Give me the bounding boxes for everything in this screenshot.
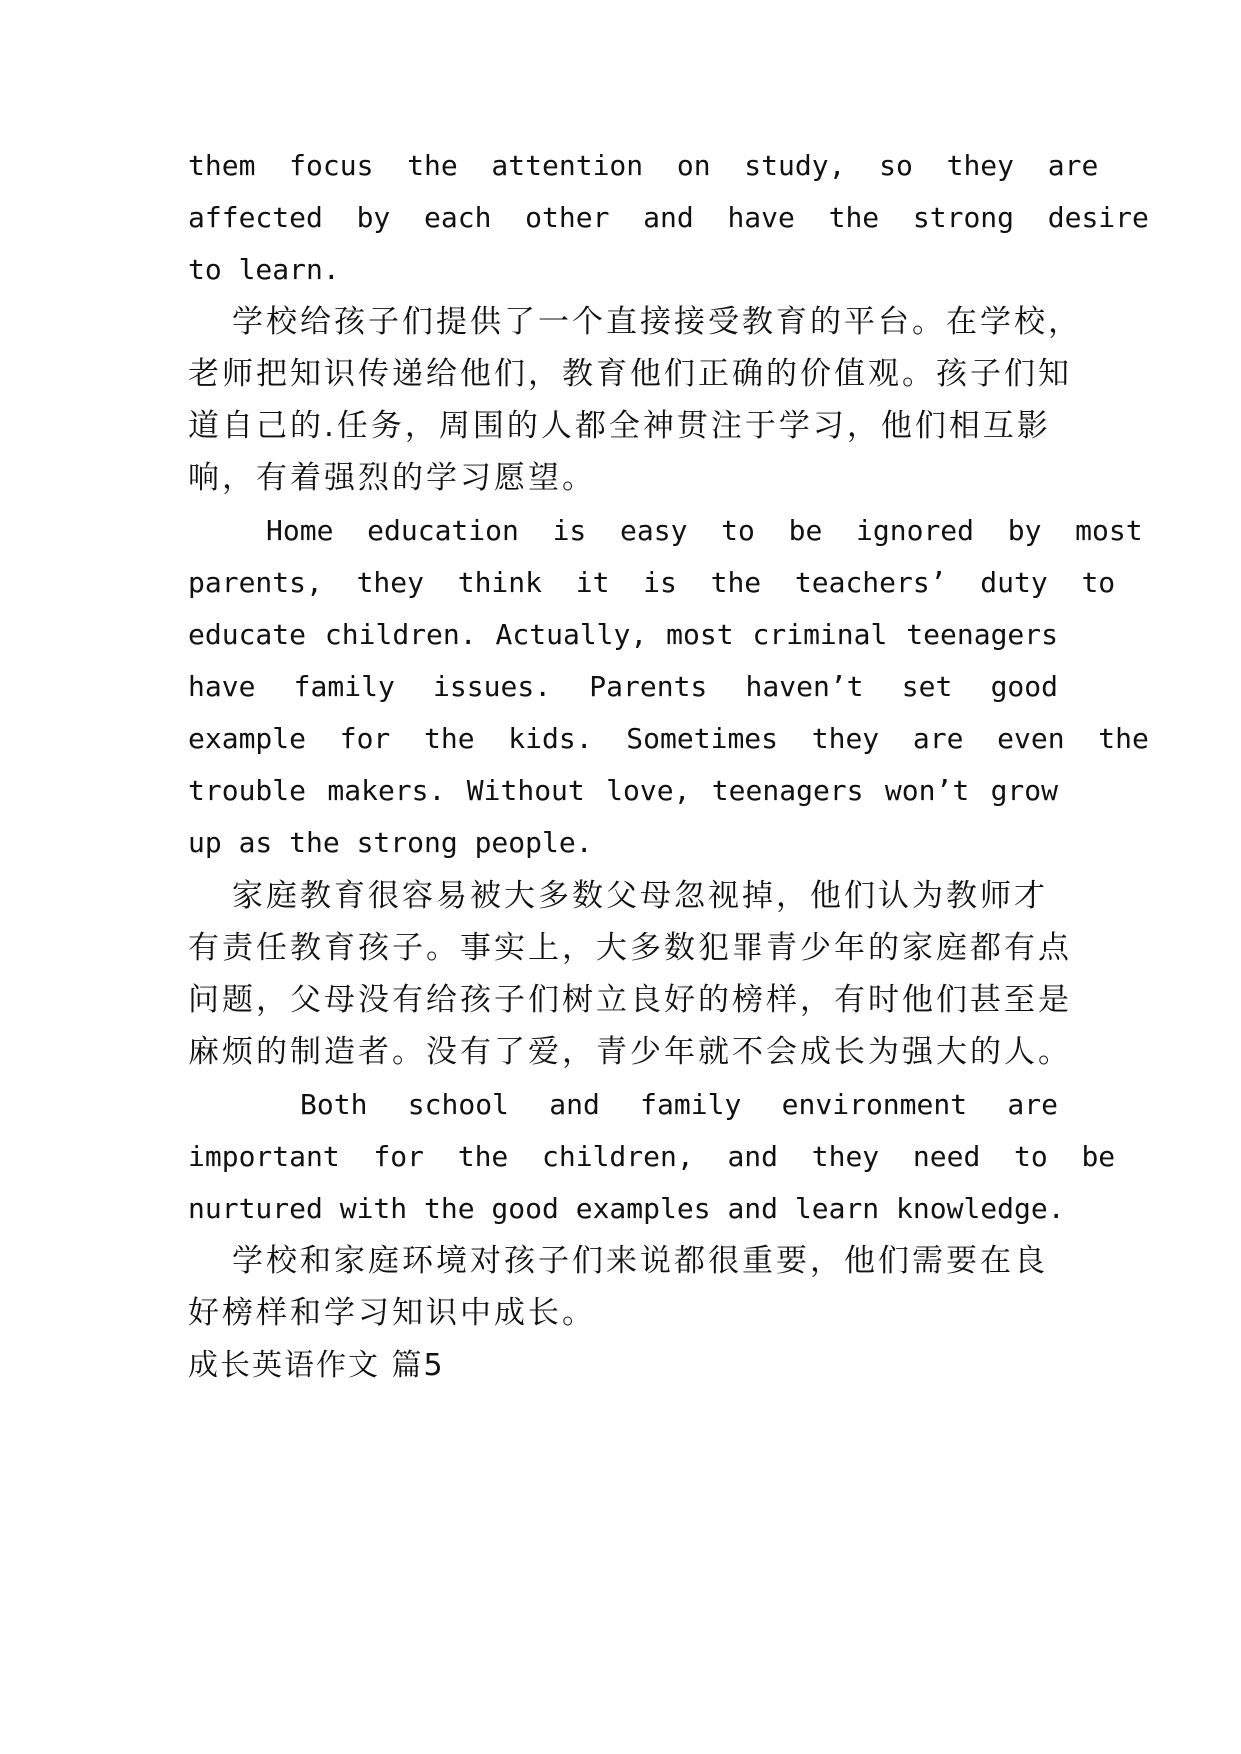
text-line: trouble makers. Without love, teenagers won’t grow [188, 774, 1058, 807]
text-line: Home education is easy to be ignored by most [266, 514, 1143, 547]
text-line: them focus the attention on study, so they are [188, 149, 1099, 182]
text-line: nurtured with the good examples and learn knowledge. [188, 1192, 1065, 1225]
text-line: 有责任教育孩子。事实上，大多数犯罪青少年的家庭都有点 [188, 930, 1072, 966]
text-line: 学校给孩子们提供了一个直接接受教育的平台。在学校， [232, 304, 1082, 340]
text-line: 好榜样和学习知识中成长。 [188, 1295, 596, 1331]
text-line: affected by each other and have the strong desire [188, 201, 1149, 234]
section-heading: 成长英语作文 篇5 [188, 1348, 445, 1383]
text-line: 学校和家庭环境对孩子们来说都很重要，他们需要在良 [232, 1243, 1048, 1279]
text-line: 家庭教育很容易被大多数父母忽视掉，他们认为教师才 [232, 878, 1048, 914]
text-line: Both school and family environment are [300, 1088, 1058, 1121]
text-line: 道自己的.任务，周围的人都全神贯注于学习，他们相互影 [188, 408, 1051, 444]
text-line: example for the kids. Sometimes they are even the [188, 722, 1149, 755]
text-line: up as the strong people. [188, 826, 593, 859]
text-line: parents, they think it is the teachers’ duty to [188, 566, 1116, 599]
text-line: have family issues. Parents haven’t set good [188, 670, 1058, 703]
text-line: 老师把知识传递给他们，教育他们正确的价值观。孩子们知 [188, 356, 1072, 392]
text-line: 问题，父母没有给孩子们树立良好的榜样，有时他们甚至是 [188, 982, 1072, 1018]
text-line: 响，有着强烈的学习愿望。 [188, 460, 596, 496]
text-line: important for the children, and they need to be [188, 1140, 1116, 1173]
text-line: to learn. [188, 253, 340, 286]
text-line: 麻烦的制造者。没有了爱，青少年就不会成长为强大的人。 [188, 1034, 1072, 1070]
text-line: educate children. Actually, most criminal teenagers [188, 618, 1058, 651]
